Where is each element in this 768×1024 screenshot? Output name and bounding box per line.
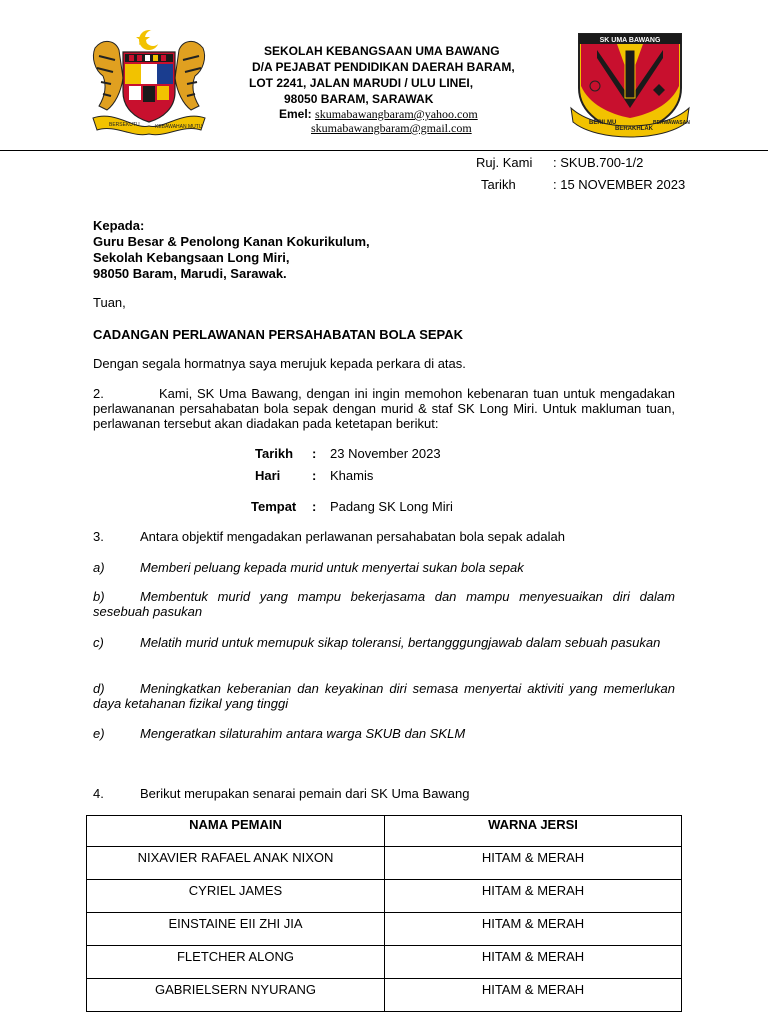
- email-row-2: [311, 121, 472, 136]
- table-row: [87, 979, 682, 1012]
- table-row: [87, 880, 682, 913]
- table-row: [87, 946, 682, 979]
- email-link-gmail[interactable]: skumabawangbaram@gmail.com: [311, 121, 472, 135]
- detail-colon-date: :: [312, 446, 317, 461]
- paragraph-4: [93, 786, 470, 801]
- detail-value-date: 23 November 2023: [330, 446, 441, 461]
- date-label: Tarikh: [481, 177, 516, 192]
- table-header-row: [87, 816, 682, 847]
- objective-e: [93, 726, 675, 741]
- player-name: EINSTAINE EII ZHI JIA: [87, 913, 385, 946]
- recipient-line-3: 98050 Baram, Marudi, Sarawak.: [93, 266, 287, 281]
- player-name: FLETCHER ALONG: [87, 946, 385, 979]
- badge-top-text: SK UMA BAWANG: [599, 37, 661, 44]
- objective-e-letter: e): [93, 726, 105, 741]
- email-link-yahoo[interactable]: skumabawangbaram@yahoo.com: [315, 107, 478, 121]
- paragraph-2: [93, 386, 675, 431]
- ref-label: Ruj. Kami: [476, 155, 533, 170]
- objective-d-letter: d): [93, 681, 105, 696]
- school-badge-logo: [567, 28, 693, 140]
- jersey-color: HITAM & MERAH: [385, 913, 682, 946]
- objective-e-text: Mengeratkan silaturahim antara warga SKUB dan SKLM: [140, 726, 466, 741]
- detail-key-date: Tarikh: [255, 446, 294, 461]
- paragraph-4-text: Berikut merupakan senarai pemain dari SK Uma Bawang: [140, 786, 470, 801]
- recipient-block: [93, 218, 370, 282]
- header-player-name: NAMA PEMAIN: [87, 816, 385, 847]
- paragraph-4-number: 4.: [93, 786, 104, 801]
- paragraph-2-text: Kami, SK Uma Bawang, dengan ini ingin memohon kebenaran tuan untuk mengadakan perlawananan persahabatan bola sepak dengan murid & staf SK Long Miri. Untuk makluman tuan, perlawanan tersebut akan diadakan pada ketetapan berikut:: [93, 386, 675, 431]
- coat-of-arms-logo: [85, 26, 213, 138]
- objective-b: [93, 589, 675, 619]
- objective-c: [93, 635, 675, 650]
- detail-key-venue: Tempat: [251, 499, 297, 514]
- jersey-color: HITAM & MERAH: [385, 847, 682, 880]
- badge-motto-3: BERWAWASAN: [653, 120, 690, 126]
- email-row-1: [279, 107, 478, 122]
- objective-c-letter: c): [93, 635, 104, 650]
- school-address-line-1: D/A PEJABAT PENDIDIKAN DAERAH BARAM,: [252, 60, 515, 74]
- jersey-color: HITAM & MERAH: [385, 946, 682, 979]
- players-table: [86, 815, 682, 1012]
- objective-d: [93, 681, 675, 711]
- school-name: SEKOLAH KEBANGSAAN UMA BAWANG: [264, 44, 500, 58]
- date-value: : 15 NOVEMBER 2023: [553, 177, 686, 192]
- objective-a: [93, 560, 675, 575]
- objective-c-text: Melatih murid untuk memupuk sikap toleransi, bertangggungjawab dalam sebuah pasukan: [140, 635, 661, 650]
- table-row: [87, 913, 682, 946]
- crest-motto-right: KEBAWAHAN MUTU: [155, 124, 203, 130]
- ref-value: : SKUB.700-1/2: [553, 155, 644, 170]
- paragraph-3-text: Antara objektif mengadakan perlawanan persahabatan bola sepak adalah: [140, 529, 565, 544]
- paragraph-1: Dengan segala hormatnya saya merujuk kepada perkara di atas.: [93, 356, 466, 371]
- player-name: NIXAVIER RAFAEL ANAK NIXON: [87, 847, 385, 880]
- detail-key-day: Hari: [255, 468, 281, 483]
- paragraph-3: [93, 529, 565, 544]
- objective-b-letter: b): [93, 589, 105, 604]
- detail-value-venue: Padang SK Long Miri: [330, 499, 453, 514]
- recipient-line-1: Guru Besar & Penolong Kanan Kokurikulum,: [93, 234, 370, 249]
- objective-b-text: Membentuk murid yang mampu bekerjasama dan mampu menyesuaikan diri dalam sesebuah pasukan: [93, 589, 675, 619]
- detail-colon-venue: :: [312, 499, 317, 514]
- letterhead-divider: [0, 150, 768, 151]
- detail-value-day: Khamis: [330, 468, 374, 483]
- player-name: GABRIELSERN NYURANG: [87, 979, 385, 1012]
- crest-motto-left: BERSEKUTU: [109, 122, 140, 128]
- email-label: Emel:: [279, 107, 312, 121]
- jersey-color: HITAM & MERAH: [385, 880, 682, 913]
- salutation: Tuan,: [93, 295, 126, 310]
- letter-subject: CADANGAN PERLAWANAN PERSAHABATAN BOLA SEPAK: [93, 327, 464, 342]
- paragraph-3-number: 3.: [93, 529, 104, 544]
- badge-motto-2: BERAKHLAK: [615, 126, 653, 132]
- table-row: [87, 847, 682, 880]
- badge-motto-1: BERILMU: [589, 120, 617, 126]
- detail-colon-day: :: [312, 468, 317, 483]
- objective-a-text: Memberi peluang kepada murid untuk menyertai sukan bola sepak: [140, 560, 524, 575]
- jersey-color: HITAM & MERAH: [385, 979, 682, 1012]
- recipient-label: Kepada:: [93, 218, 145, 233]
- player-name: CYRIEL JAMES: [87, 880, 385, 913]
- paragraph-2-number: 2.: [93, 386, 104, 401]
- school-address-line-3: 98050 BARAM, SARAWAK: [284, 92, 434, 106]
- school-address-line-2: LOT 2241, JALAN MARUDI / ULU LINEI,: [249, 76, 474, 90]
- objective-d-text: Meningkatkan keberanian dan keyakinan diri semasa menyertai aktiviti yang memerlukan daya ketahanan fizikal yang tinggi: [93, 681, 675, 711]
- header-jersey-color: WARNA JERSI: [385, 816, 682, 847]
- objective-a-letter: a): [93, 560, 105, 575]
- recipient-line-2: Sekolah Kebangsaan Long Miri,: [93, 250, 290, 265]
